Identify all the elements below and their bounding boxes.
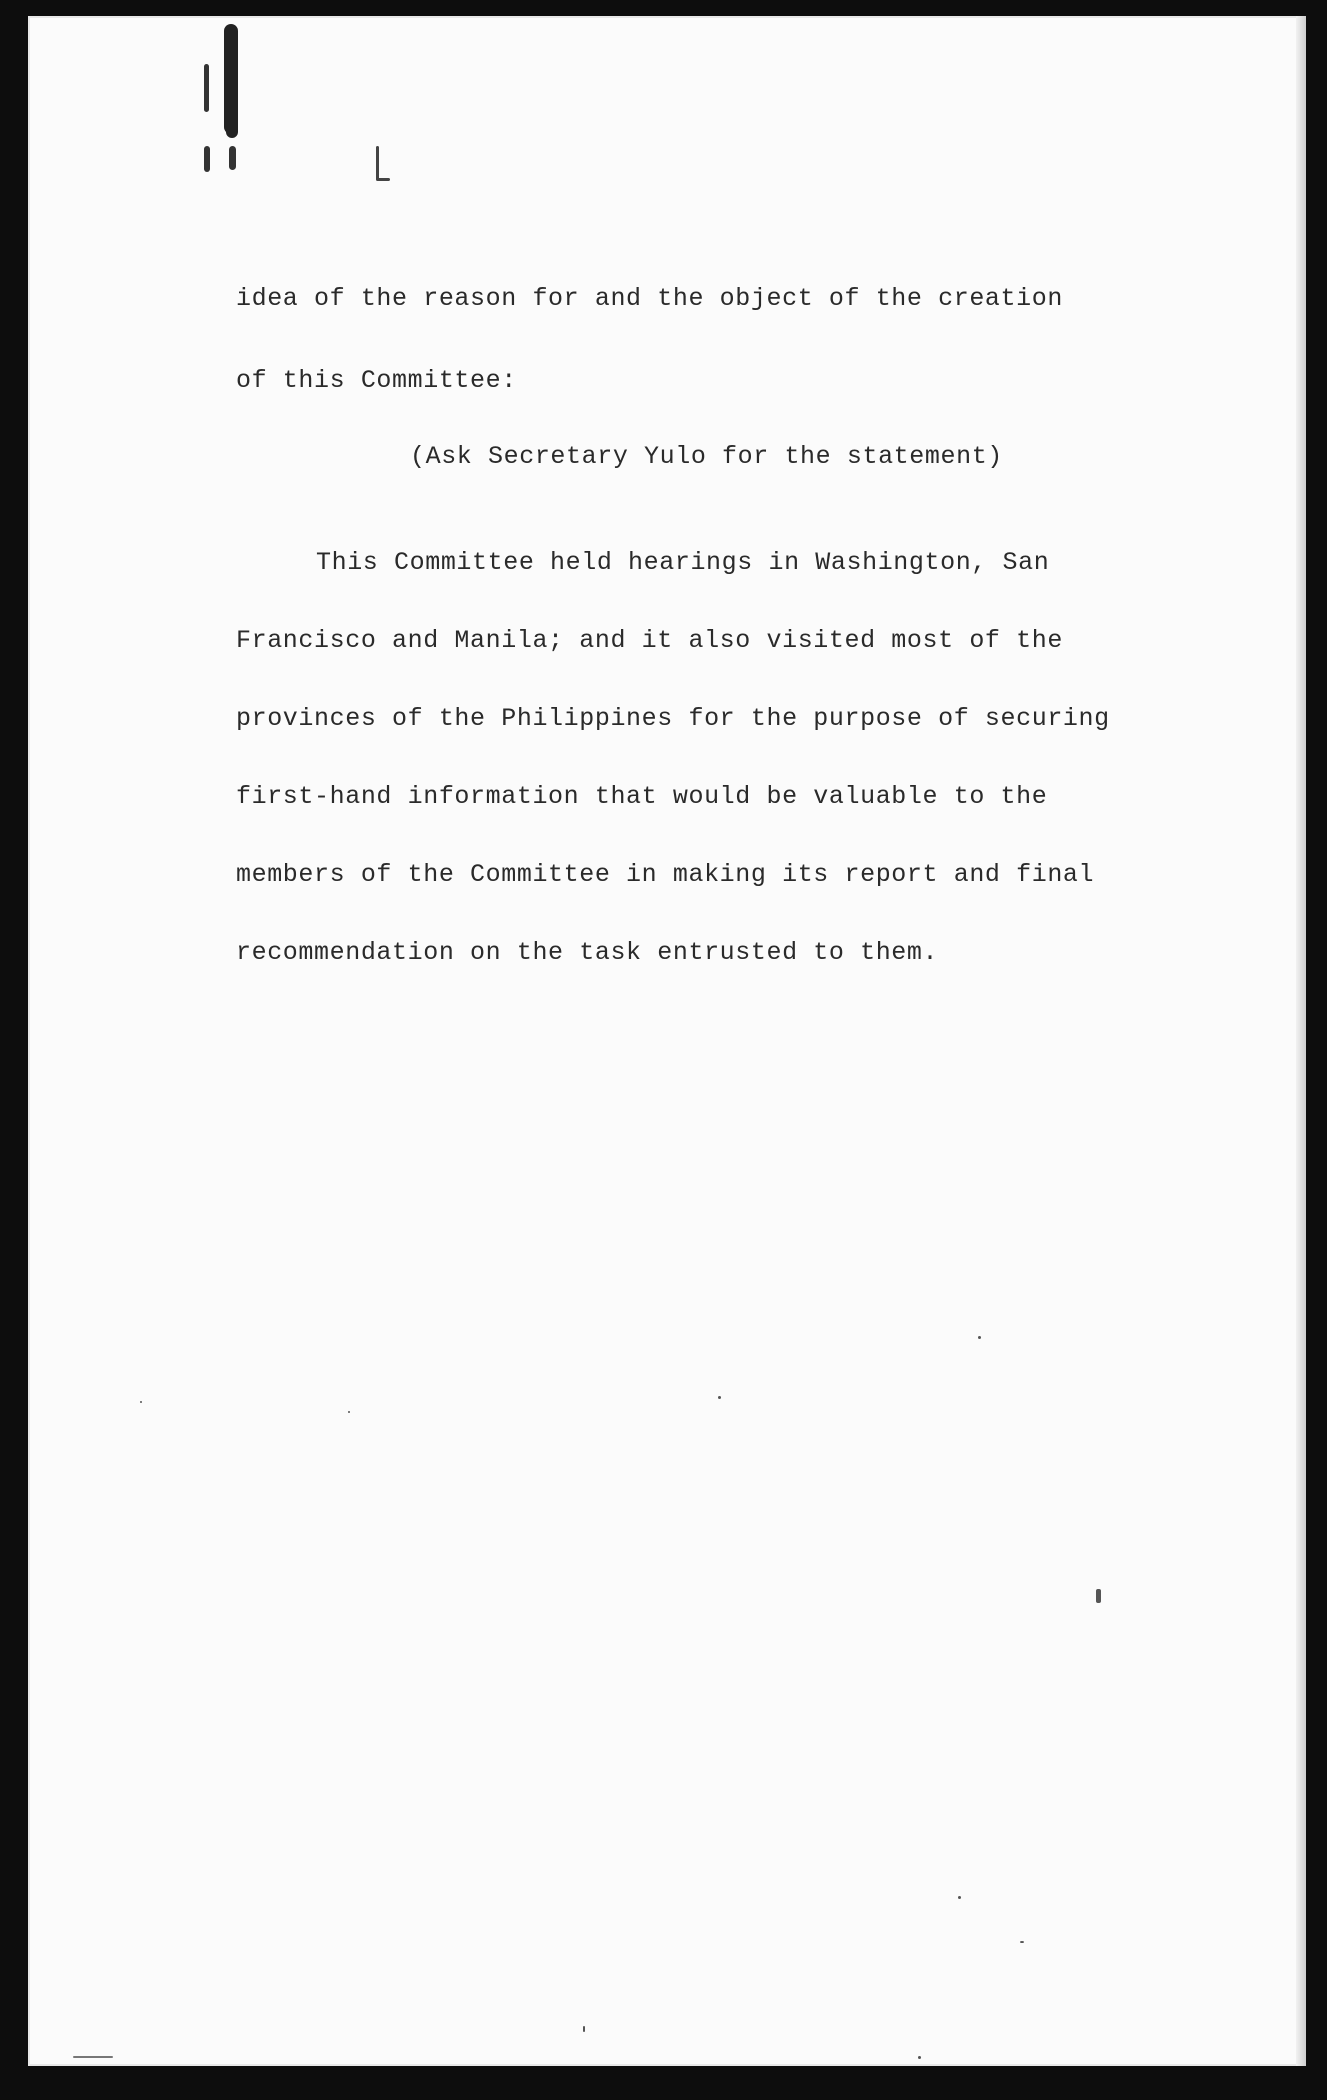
paragraph-2-line-2: Francisco and Manila; and it also visited most of the <box>236 626 1063 655</box>
paragraph-1-line-1: idea of the reason for and the object of the creation <box>236 284 1063 313</box>
scan-speck <box>958 1896 961 1899</box>
scan-speck <box>718 1396 721 1399</box>
ink-mark <box>229 146 236 170</box>
ink-mark <box>376 178 390 181</box>
paragraph-2-line-5: members of the Committee in making its report and final <box>236 860 1095 889</box>
paragraph-2-line-4: first-hand information that would be valuable to the <box>236 782 1048 811</box>
ink-mark <box>376 146 379 180</box>
scan-speck <box>583 2026 585 2032</box>
scan-speck <box>1020 1941 1024 1943</box>
paragraph-2-line-3: provinces of the Philippines for the purpose of securing <box>236 704 1110 733</box>
scan-speck <box>918 2056 921 2059</box>
paper-sheet <box>28 16 1306 2066</box>
scan-speck <box>348 1411 350 1413</box>
paper-right-edge <box>1296 16 1306 2066</box>
ink-mark <box>226 116 238 138</box>
scan-speck <box>73 2056 113 2058</box>
scan-speck <box>978 1336 981 1339</box>
scan-speck <box>140 1401 142 1403</box>
ink-mark <box>204 64 209 112</box>
paragraph-1-line-2: of this Committee: <box>236 366 517 395</box>
paragraph-2-line-6: recommendation on the task entrusted to them. <box>236 938 939 967</box>
ink-mark <box>204 146 210 172</box>
note-line: (Ask Secretary Yulo for the statement) <box>410 442 1003 471</box>
paragraph-2-line-1: This Committee held hearings in Washington, San <box>316 548 1050 577</box>
scan-speck <box>1096 1589 1101 1603</box>
